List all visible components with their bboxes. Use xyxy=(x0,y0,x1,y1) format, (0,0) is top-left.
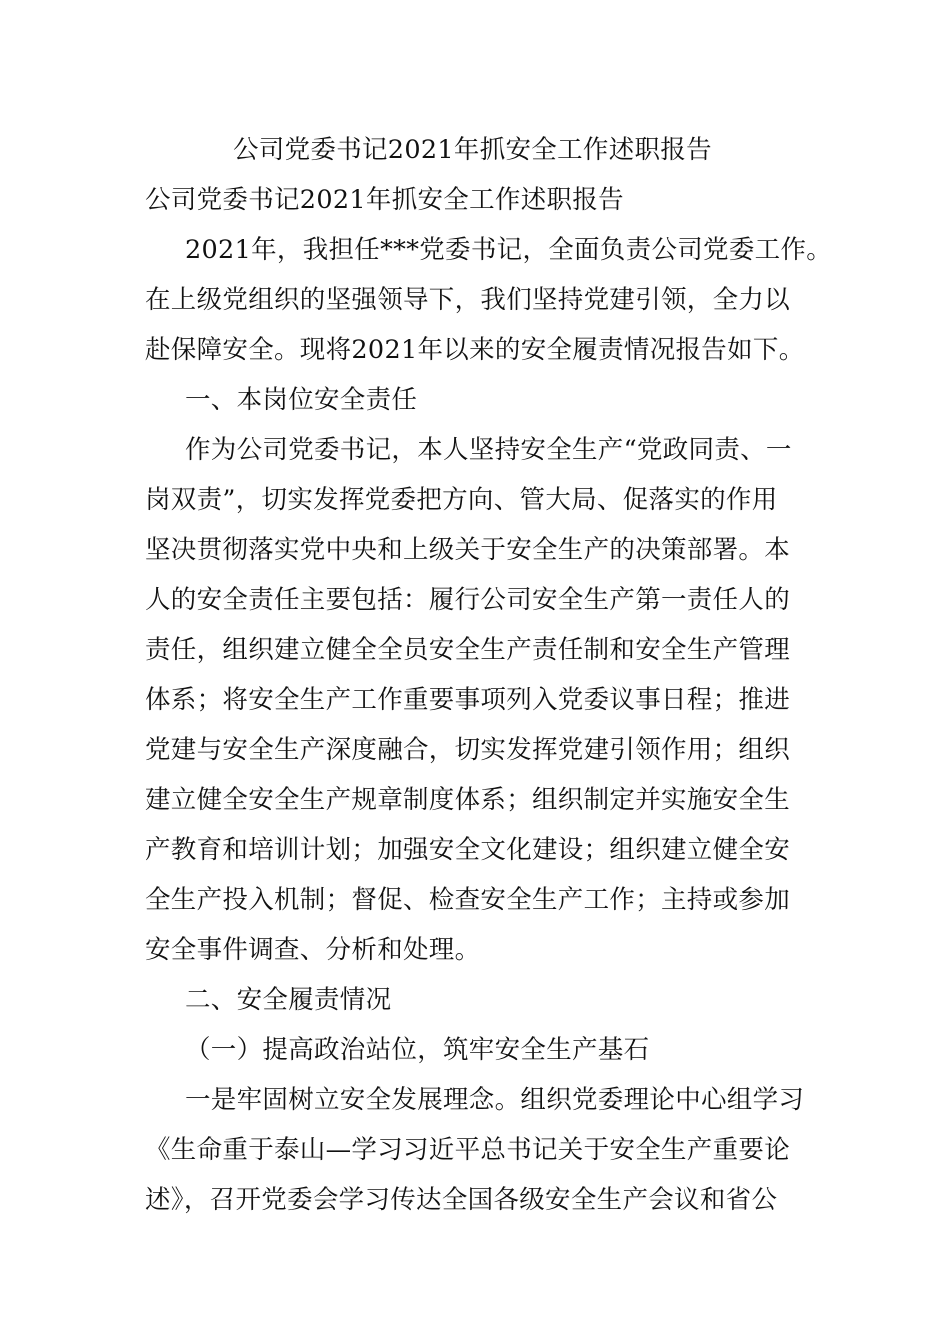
paragraph-line: 在上级党组织的坚强领导下，我们坚持党建引领，全力以 xyxy=(145,285,791,315)
document-title: 公司党委书记2021年抓安全工作述职报告 xyxy=(233,135,712,165)
paragraph-line: 产教育和培训计划；加强安全文化建设；组织建立健全安 xyxy=(145,835,791,865)
paragraph-line: 一是牢固树立安全发展理念。组织党委理论中心组学习 xyxy=(185,1085,805,1115)
paragraph-line: 2021年，我担任***党委书记，全面负责公司党委工作。 xyxy=(185,235,833,265)
paragraph-line: 述》，召开党委会学习传达全国各级安全生产会议和省公 xyxy=(145,1185,778,1215)
section-heading: 二、安全履责情况 xyxy=(185,985,392,1015)
paragraph-line: 安全事件调查、分析和处理。 xyxy=(145,935,481,965)
paragraph-line: 坚决贯彻落实党中央和上级关于安全生产的决策部署。本 xyxy=(145,535,791,565)
document-subtitle: 公司党委书记2021年抓安全工作述职报告 xyxy=(145,185,624,215)
paragraph-line: 《生命重于泰山—学习习近平总书记关于安全生产重要论 xyxy=(145,1135,791,1165)
section-heading: 一、本岗位安全责任 xyxy=(185,385,418,415)
paragraph-line: 体系；将安全生产工作重要事项列入党委议事日程；推进 xyxy=(145,685,791,715)
paragraph-line: 党建与安全生产深度融合，切实发挥党建引领作用；组织 xyxy=(145,735,791,765)
paragraph-line: 责任，组织建立健全全员安全生产责任制和安全生产管理 xyxy=(145,635,791,665)
paragraph-line: 岗双责”，切实发挥党委把方向、管大局、促落实的作用 xyxy=(145,485,778,515)
paragraph-line: 全生产投入机制；督促、检查安全生产工作；主持或参加 xyxy=(145,885,791,915)
paragraph-line: 建立健全安全生产规章制度体系；组织制定并实施安全生 xyxy=(145,785,791,815)
paragraph-line: 赴保障安全。现将2021年以来的安全履责情况报告如下。 xyxy=(145,335,805,365)
subsection-heading: （一）提高政治站位，筑牢安全生产基石 xyxy=(185,1035,650,1065)
paragraph-line: 人的安全责任主要包括：履行公司安全生产第一责任人的 xyxy=(145,585,791,615)
paragraph-line: 作为公司党委书记，本人坚持安全生产“党政同责、一 xyxy=(185,435,792,465)
